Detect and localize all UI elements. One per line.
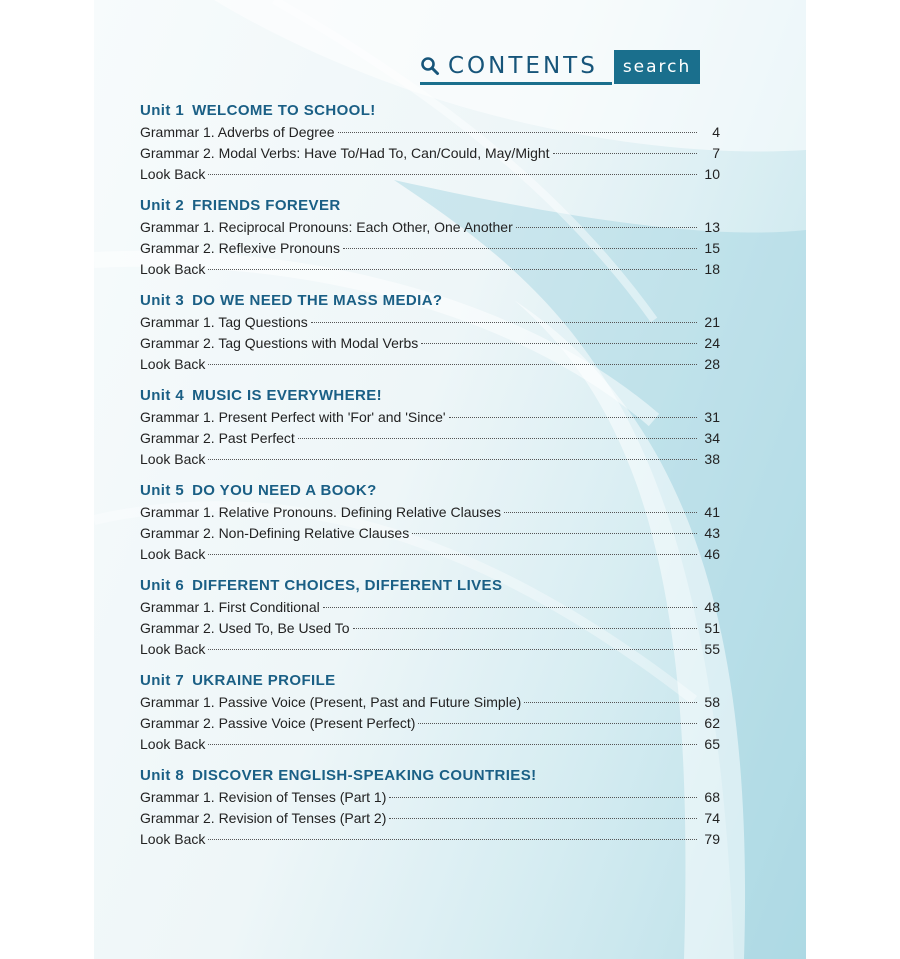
dot-leader [208,649,697,650]
dot-leader [412,533,697,534]
toc-entry-label: Grammar 1. Relative Pronouns. Defining Relative Clauses [140,504,502,520]
unit-title: DISCOVER ENGLISH-SPEAKING COUNTRIES! [192,767,537,784]
toc-entry[interactable] [140,639,720,660]
toc-page-number: 4 [712,124,720,140]
unit-number: Unit 4 [140,387,185,404]
unit-heading [140,765,720,787]
contents-header [420,50,700,84]
toc-entry-label: Look Back [140,451,206,467]
toc-entry-label: Grammar 2. Past Perfect [140,430,295,446]
dot-leader [389,797,697,798]
toc-entry-label: Grammar 2. Modal Verbs: Have To/Had To, Can/Could, May/Might [140,145,550,161]
contents-title-block [420,50,612,85]
toc-page-number: 38 [704,451,720,467]
unit-number: Unit 1 [140,102,185,119]
dot-leader [208,744,697,745]
unit-title: DO WE NEED THE MASS MEDIA? [192,292,443,309]
toc-entry-label: Grammar 1. Passive Voice (Present, Past and Future Simple) [140,694,522,710]
contents-page [94,0,806,959]
toc-entry[interactable] [140,544,720,565]
toc-entry-label: Look Back [140,546,206,562]
unit-section [140,385,720,470]
search-label-box: search [614,50,700,84]
unit-title: DO YOU NEED A BOOK? [192,482,377,499]
dot-leader [208,839,697,840]
toc-entry[interactable] [140,713,720,734]
dot-leader [338,132,697,133]
toc-page-number: 68 [704,789,720,805]
toc-entry[interactable] [140,808,720,829]
toc-entry-label: Grammar 2. Revision of Tenses (Part 2) [140,810,387,826]
dot-leader [421,343,697,344]
unit-title: FRIENDS FOREVER [192,197,341,214]
toc-page-number: 28 [704,356,720,372]
toc-entry[interactable] [140,312,720,333]
toc-entry[interactable] [140,259,720,280]
dot-leader [353,628,697,629]
unit-heading [140,195,720,217]
toc-entry-label: Grammar 1. Tag Questions [140,314,308,330]
dot-leader [208,174,697,175]
toc-page-number: 58 [704,694,720,710]
unit-number: Unit 5 [140,482,185,499]
toc-page-number: 7 [712,145,720,161]
unit-section [140,765,720,850]
toc-entry-label: Grammar 2. Used To, Be Used To [140,620,350,636]
unit-section [140,575,720,660]
toc-page-number: 55 [704,641,720,657]
toc-page-number: 79 [704,831,720,847]
dot-leader [516,227,697,228]
toc-page-number: 48 [704,599,720,615]
toc-entry-label: Grammar 1. Adverbs of Degree [140,124,335,140]
toc-entry[interactable] [140,523,720,544]
toc-page-number: 10 [704,166,720,182]
dot-leader [343,248,697,249]
toc-entry-label: Look Back [140,831,206,847]
dot-leader [389,818,697,819]
unit-heading [140,385,720,407]
unit-heading [140,100,720,122]
unit-number: Unit 6 [140,577,185,594]
toc-entry-label: Grammar 2. Passive Voice (Present Perfect) [140,715,416,731]
dot-leader [504,512,697,513]
toc-entry-label: Look Back [140,356,206,372]
toc-entry[interactable] [140,597,720,618]
unit-heading [140,670,720,692]
toc-entry[interactable] [140,164,720,185]
toc-page-number: 13 [704,219,720,235]
toc-page-number: 18 [704,261,720,277]
unit-section [140,195,720,280]
dot-leader [208,364,697,365]
toc-entry[interactable] [140,502,720,523]
unit-number: Unit 7 [140,672,185,689]
unit-number: Unit 2 [140,197,185,214]
toc-entry[interactable] [140,407,720,428]
unit-heading [140,575,720,597]
toc-entry[interactable] [140,734,720,755]
toc-entry[interactable] [140,143,720,164]
toc-entry[interactable] [140,354,720,375]
toc-entry[interactable] [140,829,720,850]
toc-entry-label: Look Back [140,641,206,657]
toc-entry[interactable] [140,428,720,449]
unit-title: WELCOME TO SCHOOL! [192,102,376,119]
unit-number: Unit 8 [140,767,185,784]
dot-leader [208,269,697,270]
unit-title: MUSIC IS EVERYWHERE! [192,387,383,404]
page-title: CONTENTS [448,52,598,79]
toc-entry-label: Grammar 2. Tag Questions with Modal Verbs [140,335,419,351]
toc-page-number: 65 [704,736,720,752]
dot-leader [524,702,697,703]
unit-section [140,100,720,185]
toc-entry[interactable] [140,787,720,808]
toc-entry[interactable] [140,217,720,238]
toc-entry[interactable] [140,618,720,639]
toc-entry[interactable] [140,333,720,354]
unit-heading [140,290,720,312]
toc-entry-label: Look Back [140,261,206,277]
toc-entry-label: Grammar 1. First Conditional [140,599,320,615]
toc-entry-label: Grammar 2. Reflexive Pronouns [140,240,340,256]
search-icon [420,56,440,76]
toc-entry-label: Grammar 1. Present Perfect with 'For' and 'Since' [140,409,446,425]
toc-page-number: 31 [704,409,720,425]
toc-page-number: 43 [704,525,720,541]
toc-entry-label: Grammar 1. Reciprocal Pronouns: Each Other, One Another [140,219,513,235]
toc-entry[interactable] [140,449,720,470]
dot-leader [418,723,697,724]
toc-page-number: 46 [704,546,720,562]
dot-leader [311,322,697,323]
toc-page-number: 74 [704,810,720,826]
toc-page-number: 62 [704,715,720,731]
toc-entry-label: Grammar 2. Non-Defining Relative Clauses [140,525,410,541]
dot-leader [449,417,697,418]
dot-leader [298,438,697,439]
dot-leader [208,459,697,460]
toc-page-number: 34 [704,430,720,446]
dot-leader [553,153,697,154]
unit-title: DIFFERENT CHOICES, DIFFERENT LIVES [192,577,503,594]
toc-page-number: 24 [704,335,720,351]
toc-page-number: 51 [704,620,720,636]
unit-section [140,670,720,755]
dot-leader [208,554,697,555]
toc-page-number: 21 [704,314,720,330]
unit-title: UKRAINE PROFILE [192,672,336,689]
toc-entry[interactable] [140,238,720,259]
toc-entry-label: Look Back [140,166,206,182]
toc-entry-label: Grammar 1. Revision of Tenses (Part 1) [140,789,387,805]
dot-leader [323,607,697,608]
toc-entry[interactable] [140,692,720,713]
toc-page-number: 41 [704,504,720,520]
unit-heading [140,480,720,502]
unit-section [140,290,720,375]
unit-section [140,480,720,565]
toc-entry[interactable] [140,122,720,143]
toc-page-number: 15 [704,240,720,256]
toc-entry-label: Look Back [140,736,206,752]
table-of-contents [140,100,720,860]
unit-number: Unit 3 [140,292,185,309]
